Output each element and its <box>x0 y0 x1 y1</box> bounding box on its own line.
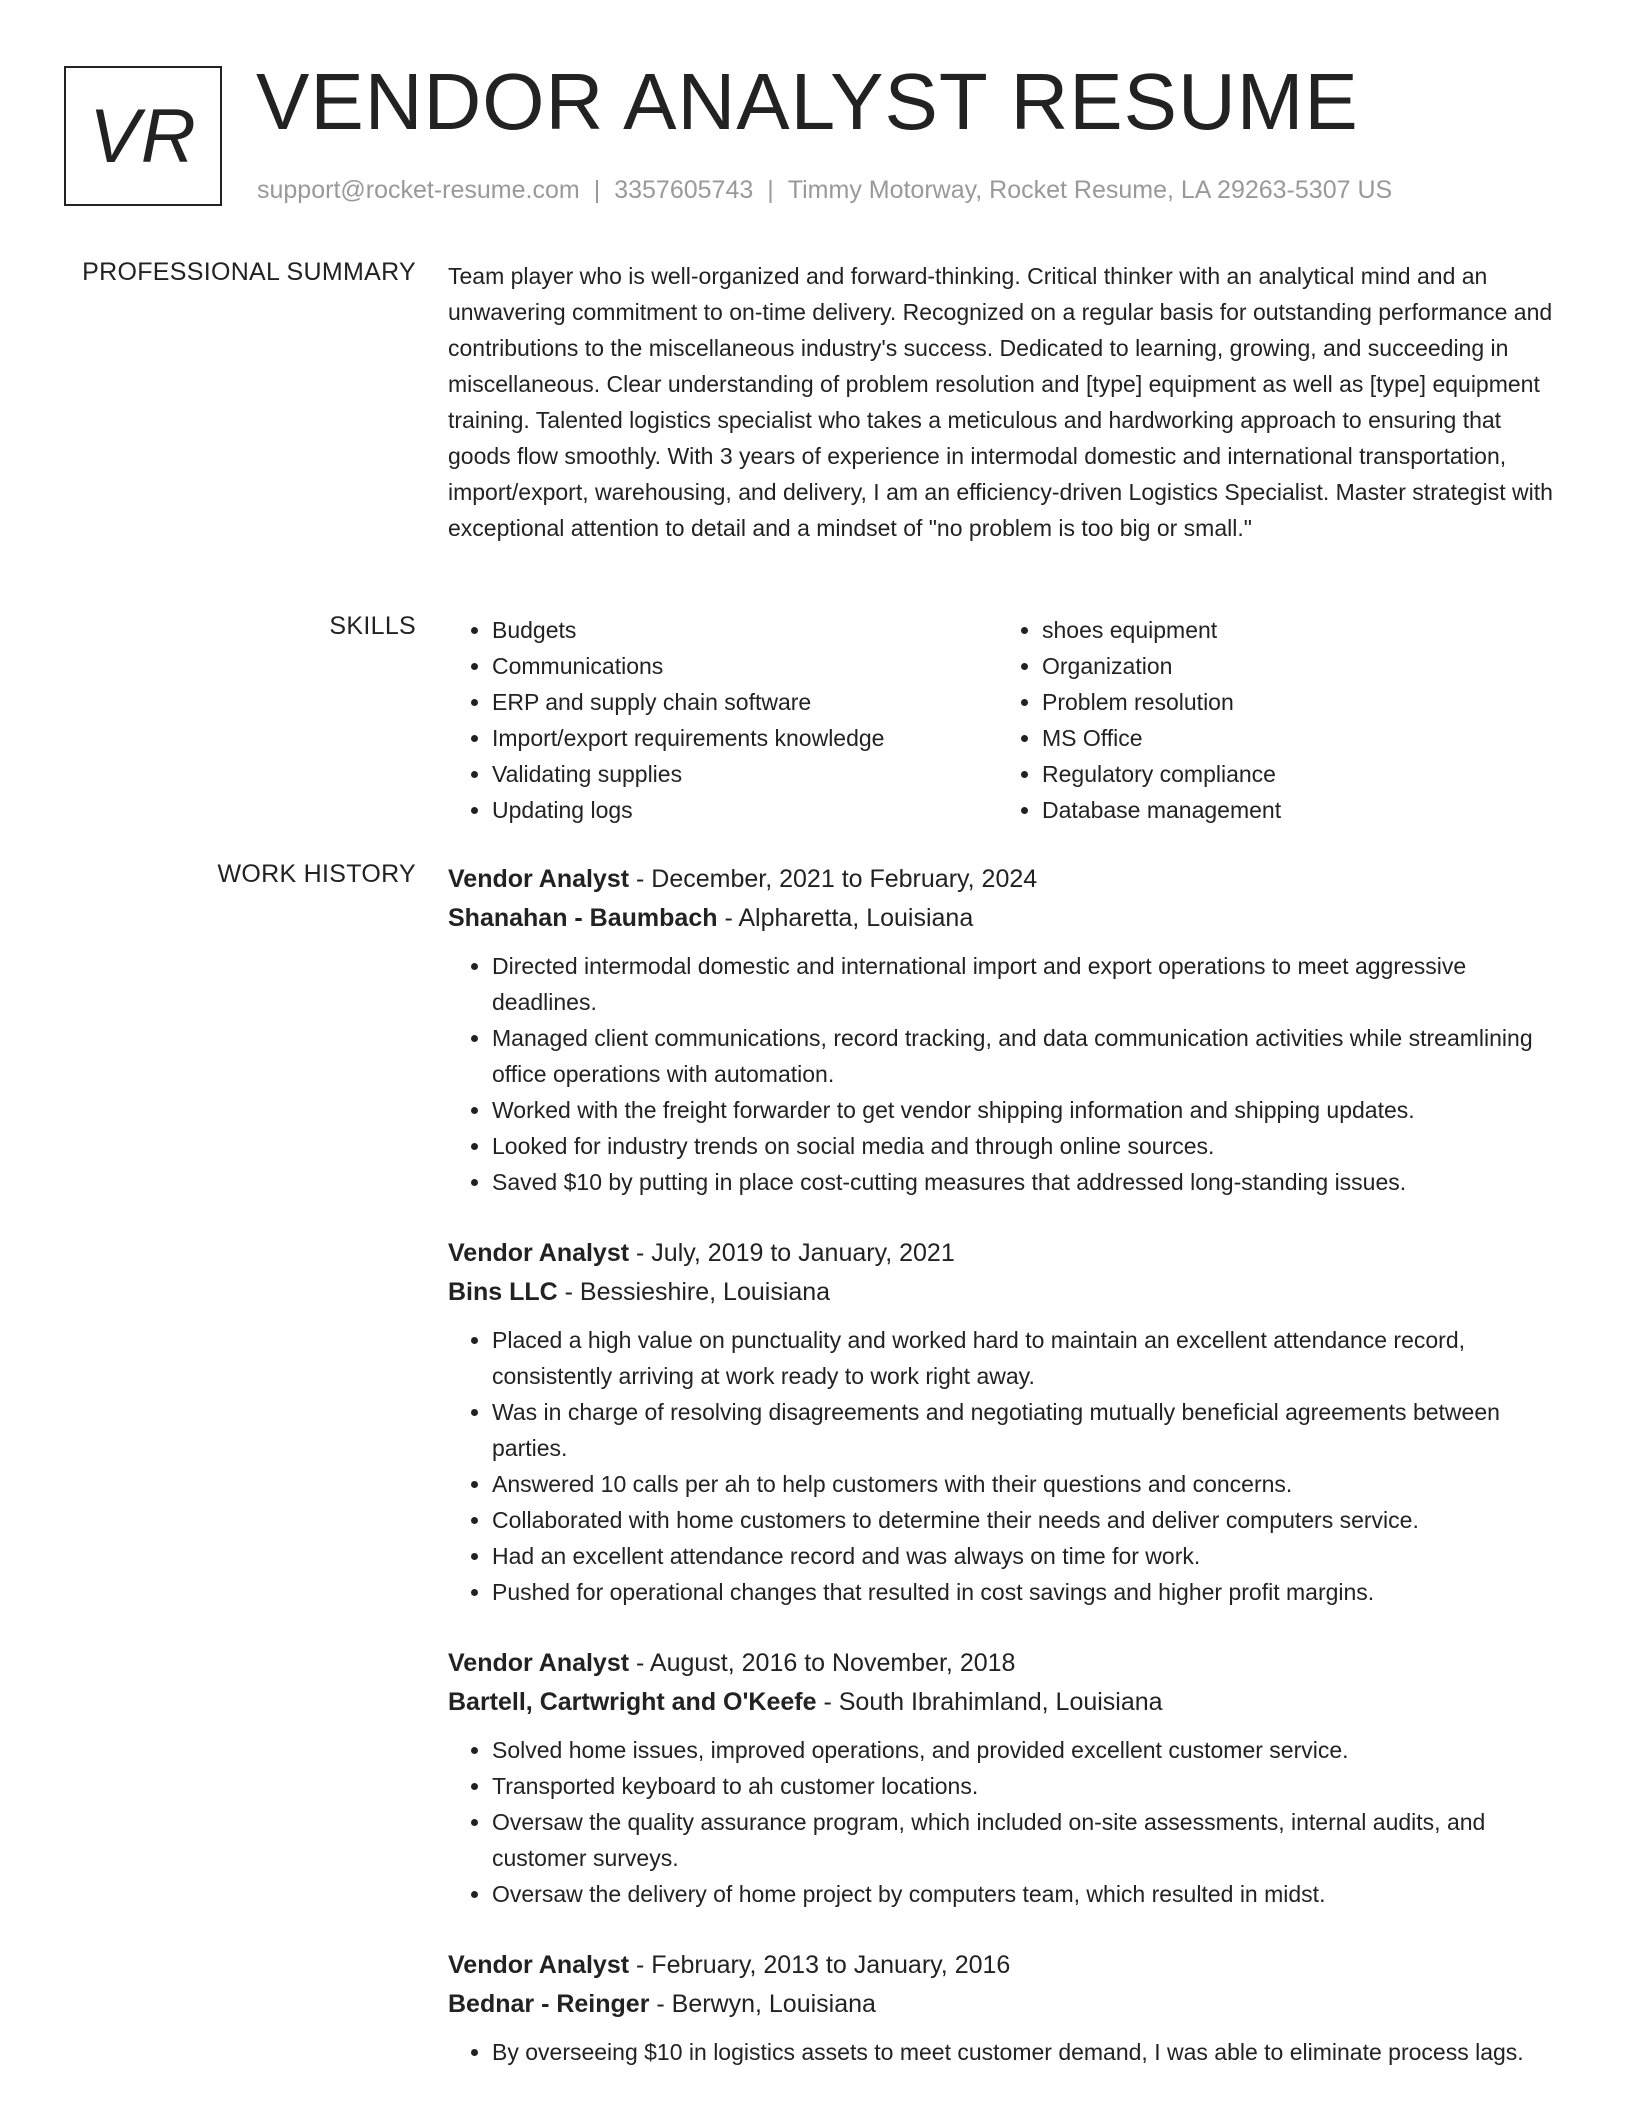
job-bullet: • Worked with the freight forwarder to get vendor shipping information and shipping updates. <box>492 1092 1560 1128</box>
skill-item: • Validating supplies <box>492 756 998 792</box>
job-company: Shanahan - Baumbach <box>448 904 718 932</box>
job-bullet: • Saved $10 by putting in place cost-cutting measures that addressed long-standing issues. <box>492 1164 1560 1200</box>
job-bullet: • Looked for industry trends on social media and through online sources. <box>492 1128 1560 1164</box>
job-bullets <box>448 1322 1560 1610</box>
summary-text: Team player who is well-organized and forward-thinking. Critical thinker with an analytical mind and an unwavering commitment to on-time delivery. Recognized on a regular basis for outstanding performance and contributions to the miscellaneous industry's success. Dedicated to learning, growing, and succeeding in miscellaneous. Clear understanding of problem resolution and [type] equipment as well as [type] equipment training. Talented logistics specialist who takes a meticulous and hardworking approach to ensuring that goods flow smoothly. With 3 years of experience in intermodal domestic and international transportation, import/export, warehousing, and delivery, I am an efficiency-driven Logistics Specialist. Master strategist with exceptional attention to detail and a mindset of "no problem is too big or small." <box>448 263 1553 541</box>
skills-list-left <box>448 612 998 828</box>
job-employer <box>448 1683 1560 1722</box>
job-bullet: • Solved home issues, improved operations, and provided excellent customer service. <box>492 1732 1560 1768</box>
job-bullets <box>448 2034 1560 2070</box>
job-heading <box>448 1644 1560 1683</box>
job-bullet: • Managed client communications, record tracking, and data communication activities while streamlining office operations with automation. <box>492 1020 1560 1092</box>
contact-line <box>257 176 1392 205</box>
job-entry <box>448 1946 1560 2070</box>
section-label: PROFESSIONAL SUMMARY <box>82 258 416 286</box>
job-bullet: • Directed intermodal domestic and international import and export operations to meet aggressive deadlines. <box>492 948 1560 1020</box>
job-entry <box>448 1234 1560 1610</box>
contact-separator: | <box>767 176 774 204</box>
job-bullets <box>448 948 1560 1200</box>
job-dates: - August, 2016 to November, 2018 <box>629 1649 1016 1677</box>
job-company: Bartell, Cartwright and O'Keefe <box>448 1688 817 1716</box>
job-dates: - July, 2019 to January, 2021 <box>629 1239 955 1267</box>
job-heading <box>448 1946 1560 1985</box>
job-bullet: • Transported keyboard to ah customer locations. <box>492 1768 1560 1804</box>
skill-item: • ERP and supply chain software <box>492 684 998 720</box>
job-bullet: • Placed a high value on punctuality and worked hard to maintain an excellent attendance record, consistently arriving at work ready to work right away. <box>492 1322 1560 1394</box>
job-location: - South Ibrahimland, Louisiana <box>816 1688 1163 1716</box>
job-company: Bins LLC <box>448 1278 558 1306</box>
job-entry <box>448 860 1560 1200</box>
skill-item: • Organization <box>1042 648 1548 684</box>
job-employer <box>448 899 1560 938</box>
job-location: - Bessieshire, Louisiana <box>557 1278 831 1306</box>
job-location: - Alpharetta, Louisiana <box>717 904 974 932</box>
skill-item: • Updating logs <box>492 792 998 828</box>
job-title: Vendor Analyst <box>448 1239 630 1267</box>
job-company: Bednar - Reinger <box>448 1990 650 2018</box>
job-bullet: • By overseeing $10 in logistics assets to meet customer demand, I was able to eliminate process lags. <box>492 2034 1560 2070</box>
job-heading <box>448 1234 1560 1273</box>
contact-phone[interactable]: 3357605743 <box>614 176 754 204</box>
contact-address: Timmy Motorway, Rocket Resume, LA 29263-5307 US <box>787 176 1393 204</box>
page-title: VENDOR ANALYST RESUME <box>256 57 1359 146</box>
skill-item: • Budgets <box>492 612 998 648</box>
job-bullets <box>448 1732 1560 1912</box>
skill-item: • Import/export requirements knowledge <box>492 720 998 756</box>
skill-item: • Database management <box>1042 792 1548 828</box>
job-dates: - December, 2021 to February, 2024 <box>629 865 1038 893</box>
job-dates: - February, 2013 to January, 2016 <box>629 1951 1011 1979</box>
monogram-logo: VR <box>64 66 222 206</box>
contact-email[interactable]: support@rocket-resume.com <box>257 176 580 204</box>
job-list <box>448 860 1560 2104</box>
job-employer <box>448 1985 1560 2024</box>
job-title: Vendor Analyst <box>448 865 630 893</box>
skills-list-right <box>998 612 1548 828</box>
skill-item: • Communications <box>492 648 998 684</box>
job-heading <box>448 860 1560 899</box>
job-bullet: • Was in charge of resolving disagreements and negotiating mutually beneficial agreements between parties. <box>492 1394 1560 1466</box>
job-location: - Berwyn, Louisiana <box>649 1990 876 2018</box>
job-bullet: • Oversaw the quality assurance program, which included on-site assessments, internal audits, and customer surveys. <box>492 1804 1560 1876</box>
job-bullet: • Pushed for operational changes that resulted in cost savings and higher profit margins. <box>492 1574 1560 1610</box>
job-bullet: • Answered 10 calls per ah to help customers with their questions and concerns. <box>492 1466 1560 1502</box>
job-employer <box>448 1273 1560 1312</box>
job-bullet: • Collaborated with home customers to determine their needs and deliver computers service. <box>492 1502 1560 1538</box>
job-bullet: • Had an excellent attendance record and was always on time for work. <box>492 1538 1560 1574</box>
skill-item: • Regulatory compliance <box>1042 756 1548 792</box>
skill-item: • Problem resolution <box>1042 684 1548 720</box>
job-title: Vendor Analyst <box>448 1951 630 1979</box>
section-label: WORK HISTORY <box>217 860 416 888</box>
skill-item: • MS Office <box>1042 720 1548 756</box>
job-bullet: • Oversaw the delivery of home project by computers team, which resulted in midst. <box>492 1876 1560 1912</box>
skill-item: • shoes equipment <box>1042 612 1548 648</box>
contact-separator: | <box>593 176 601 204</box>
section-label: SKILLS <box>329 612 416 640</box>
job-entry <box>448 1644 1560 1912</box>
job-title: Vendor Analyst <box>448 1649 630 1677</box>
